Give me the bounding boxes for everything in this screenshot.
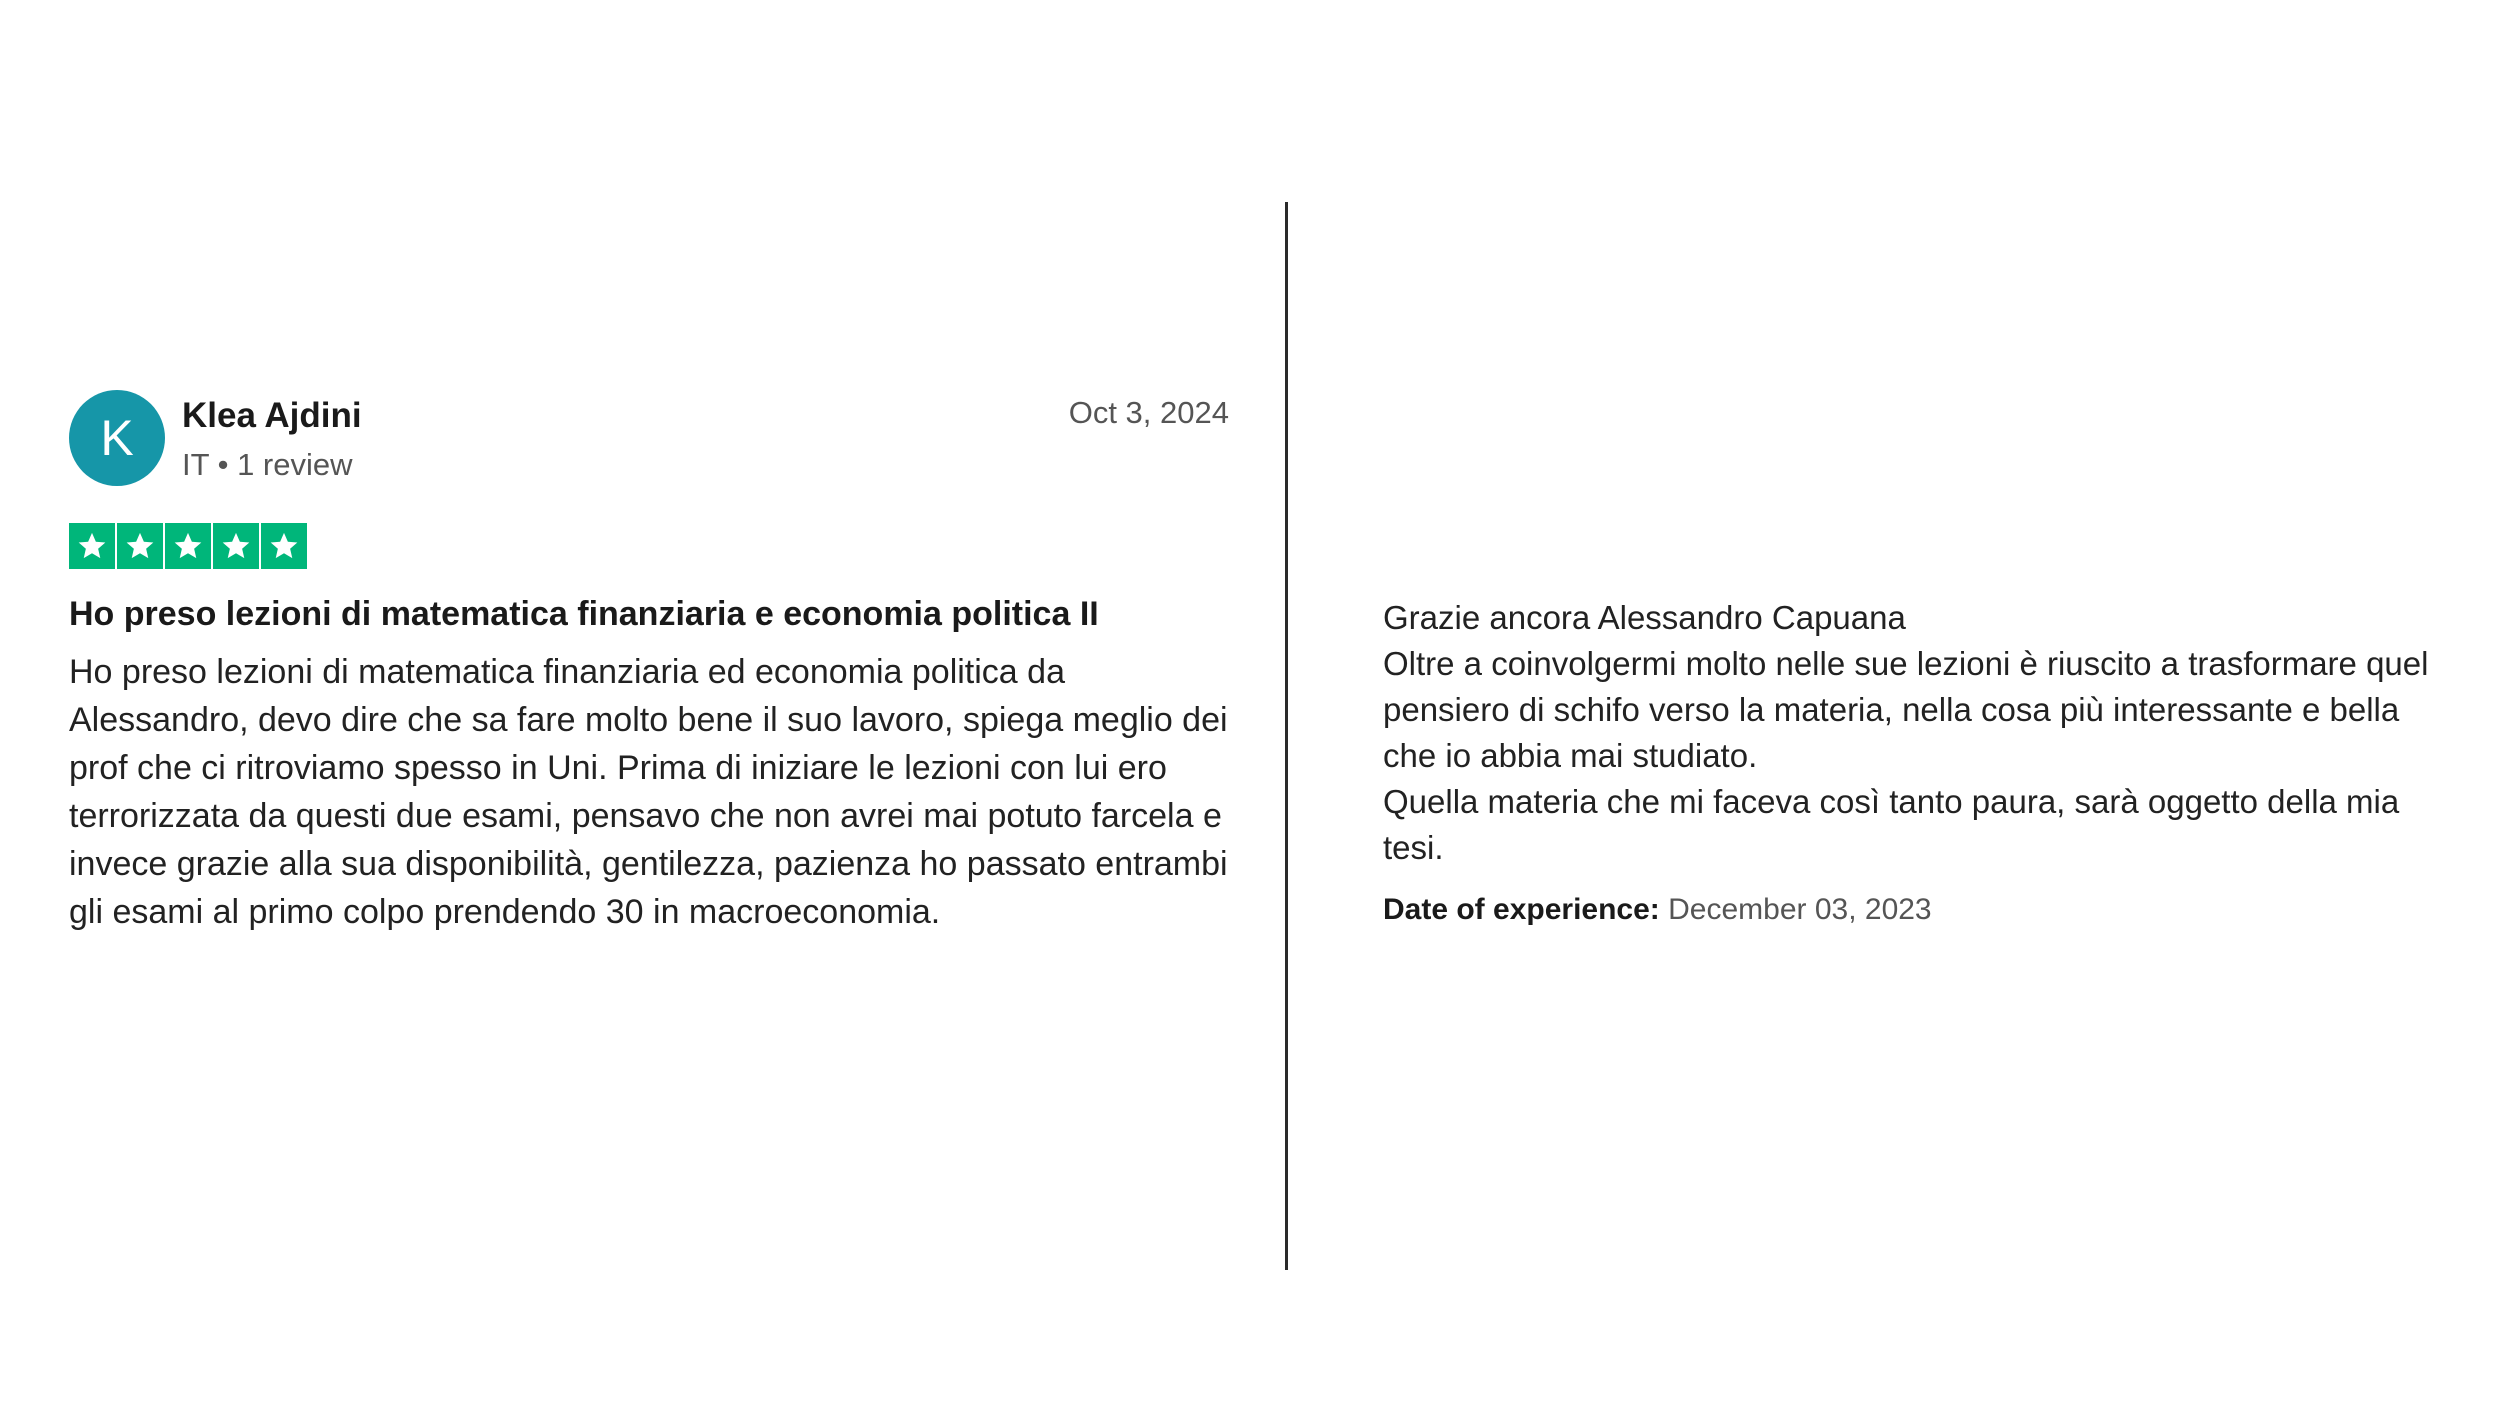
- star-icon: [117, 523, 163, 569]
- date-of-experience: [1383, 893, 2493, 927]
- star-rating: [69, 523, 307, 569]
- experience-date: December 03, 2023: [1668, 893, 1932, 926]
- avatar[interactable]: K: [69, 390, 165, 486]
- text-line: Oltre a coinvolgermi molto nelle sue lezioni è riuscito a trasformare quel: [1383, 645, 2429, 682]
- star-icon: [261, 523, 307, 569]
- text-line: che io abbia mai studiato.: [1383, 737, 1758, 774]
- experience-label: Date of experience:: [1383, 893, 1660, 926]
- review-title[interactable]: Ho preso lezioni di matematica finanziaria e economia politica II: [69, 595, 1099, 633]
- star-icon: [165, 523, 211, 569]
- text-line: tesi.: [1383, 829, 1444, 866]
- text-line: pensiero di schifo verso la materia, nella cosa più interessante e bella: [1383, 691, 2400, 728]
- star-icon: [69, 523, 115, 569]
- reviewer-meta: IT • 1 review: [182, 447, 353, 482]
- review-body: Ho preso lezioni di matematica finanziaria ed economia politica da Alessandro, devo dire che sa fare molto bene il suo lavoro, spiega meglio dei prof che ci ritroviamo spesso in Uni. Prima di iniziare le lezioni con lui ero terrorizzata da questi due esami, pensavo che non avrei mai potuto farcela e invece grazie alla sua disponibilità, gentilezza, pazienza ho passato entrambi gli esami al primo colpo prendendo 30 in macroeconomia.: [69, 653, 1228, 931]
- star-icon: [213, 523, 259, 569]
- review-continuation: [1383, 595, 2493, 927]
- text-line: Grazie ancora Alessandro Capuana: [1383, 599, 1906, 636]
- reviewer-name[interactable]: Klea Ajdini: [182, 396, 362, 435]
- text-line: Quella materia che mi faceva così tanto paura, sarà oggetto della mia: [1383, 783, 2400, 820]
- divider: [1285, 202, 1288, 1270]
- review-date: Oct 3, 2024: [1068, 395, 1229, 430]
